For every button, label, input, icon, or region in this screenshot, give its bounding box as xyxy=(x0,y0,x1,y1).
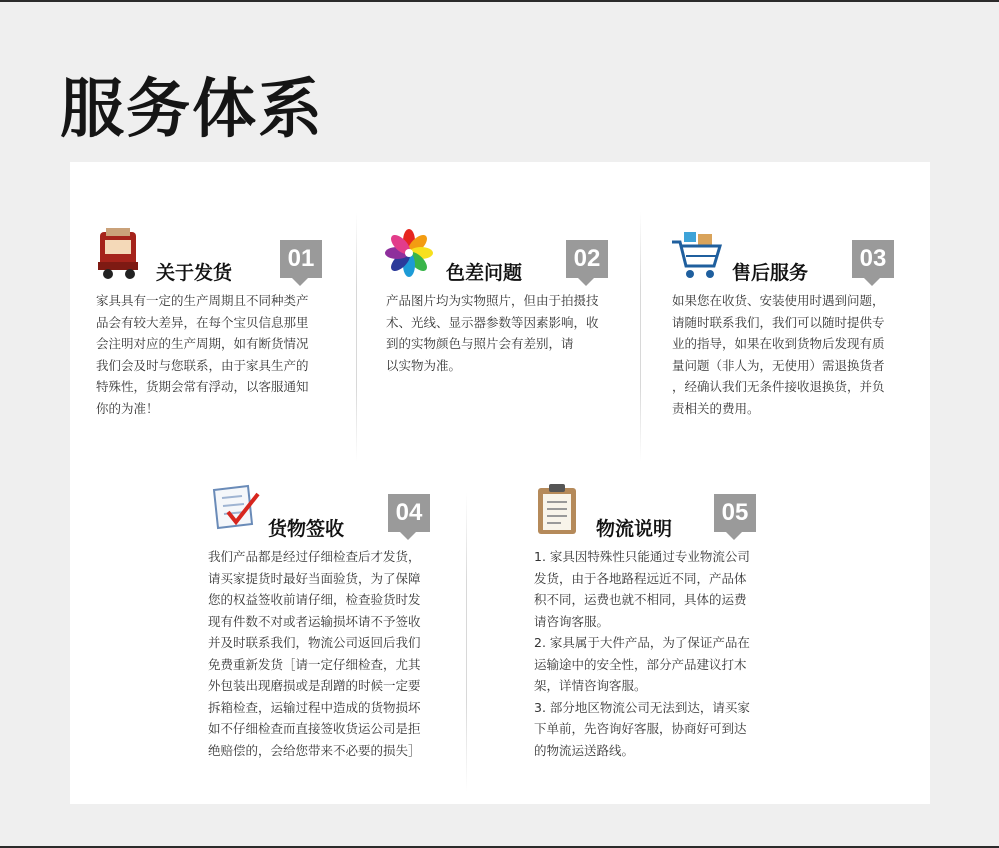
card-number-badge: 01 xyxy=(280,240,322,278)
divider xyxy=(640,212,641,462)
card-number-badge: 05 xyxy=(714,494,756,532)
card-number-badge: 04 xyxy=(388,494,430,532)
card-body: 如果您在收货、安装使用时遇到问题， 请随时联系我们，我们可以随时提供专 业的指导，如果在收到货物后发现有质 量问题（非人为，无使用）需退换货者 ，经确认我们无条件接收退换货，并负 责相关的费用。 xyxy=(672,293,885,416)
card-body: 1. 家具因特殊性只能通过专业物流公司 发货，由于各地路程远近不同，产品体 积不同，运费也就不相同，具体的运费 请咨询客服。 2. 家具属于大件产品，为了保证产品在 运输途中的安全性，部分产品建议打木 架，详情咨询客服。 3. 部分地区物流公司无法到达，请买家 下单前，先咨询好客服，协商好可到达 的物流运送路线。 xyxy=(534,549,750,758)
divider xyxy=(466,492,467,792)
truck-icon xyxy=(96,228,144,276)
card-body: 产品图片均为实物照片，但由于拍摄技 术、光线、显示器参数等因素影响，收 到的实物颜色与照片会有差别，请 以实物为准。 xyxy=(386,293,599,373)
color-wheel-icon xyxy=(384,228,432,276)
card-heading: 物流说明 xyxy=(596,518,673,540)
card-body: 家具具有一定的生产周期且不同种类产 品会有较大差异，在每个宝贝信息那里 会注明对应的生产周期，如有断货情况 我们会及时与您联系，由于家具生产的 特殊性，货期会常有浮动，以客服通知 你的为准！ xyxy=(96,293,309,416)
service-panel xyxy=(70,162,930,804)
checklist-icon xyxy=(208,482,256,530)
page-title: 服务体系 xyxy=(60,73,324,147)
card-heading: 关于发货 xyxy=(156,262,233,284)
card-number-badge: 02 xyxy=(566,240,608,278)
divider xyxy=(356,212,357,462)
card-heading: 货物签收 xyxy=(268,518,345,540)
card-body: 我们产品都是经过仔细检查后才发货， 请买家提货时最好当面验货，为了保障 您的权益签收前请仔细，检查验货时发 现有件数不对或者运输损坏请不予签收 并及时联系我们，物流公司返回后我们 免费重新发货［请一定仔细检查，尤其 外包装出现磨损或是刮蹭的时候一定要 拆箱检查，运输过程中造成的货物损坏 如不仔细检查而直接签收货运公司是拒 绝赔偿的，会给您带来不必要的损失］ xyxy=(208,549,421,758)
shopping-cart-icon xyxy=(670,228,718,276)
card-heading: 色差问题 xyxy=(446,262,523,284)
clipboard-icon xyxy=(534,482,582,530)
card-heading: 售后服务 xyxy=(732,262,809,284)
top-border xyxy=(0,0,999,2)
card-number-badge: 03 xyxy=(852,240,894,278)
